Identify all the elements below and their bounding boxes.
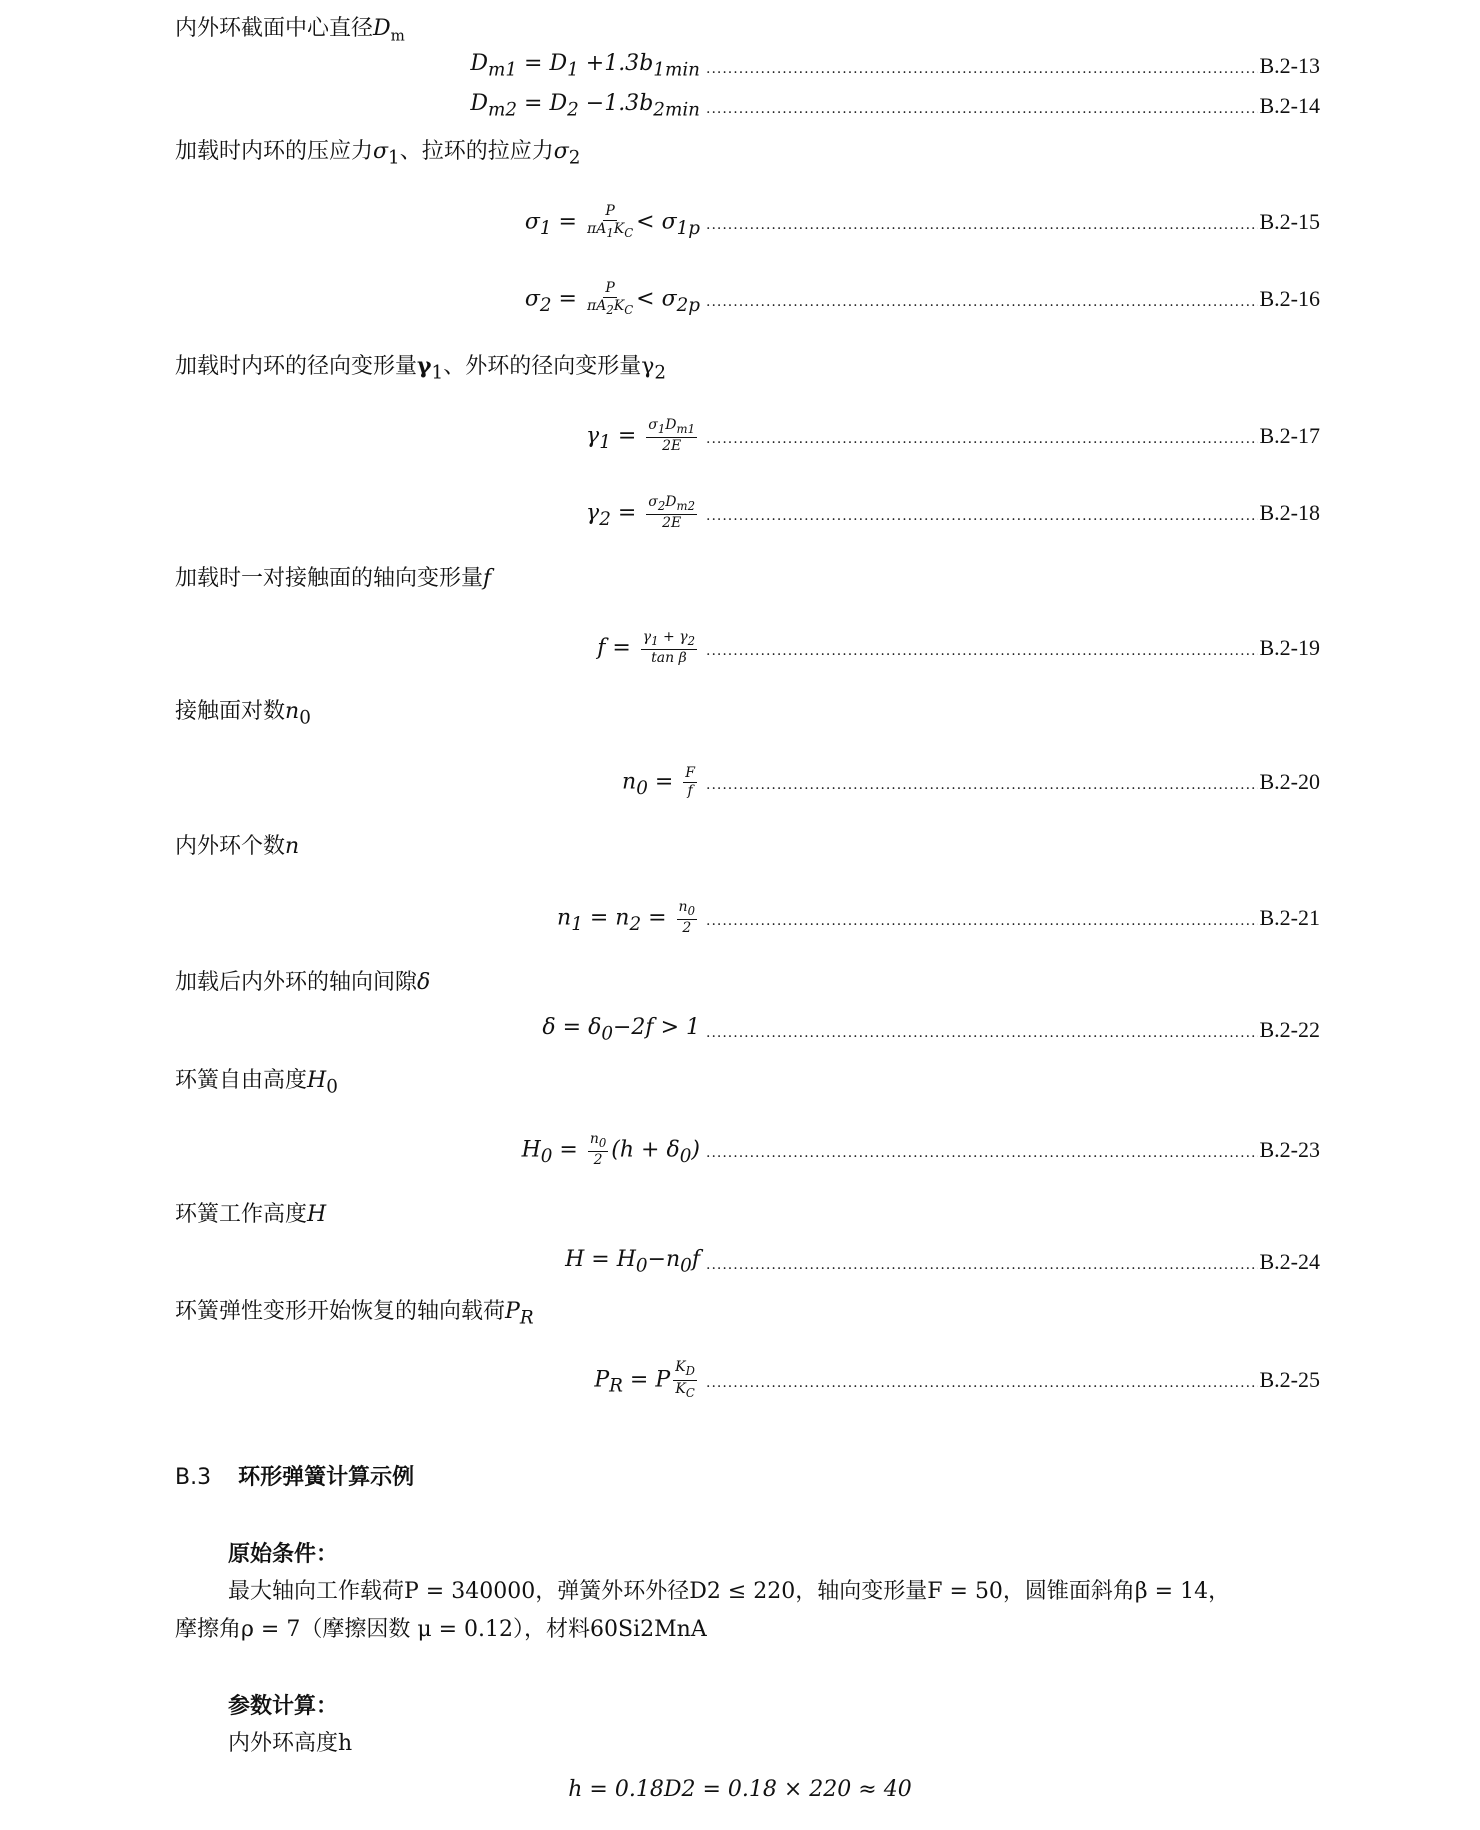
label-dm: 内外环截面中心直径$D_m$ xyxy=(175,16,405,45)
label-f: 加载时一对接触面的轴向变形量f xyxy=(175,566,492,591)
eq-number: B.2-18 xyxy=(1259,500,1320,525)
section-number: B.3 xyxy=(175,1465,212,1490)
equation-b2-25: $P_R = P$ $\frac{K_D}{K_C}$ ..... B.2-25 xyxy=(560,1358,1320,1402)
conditions-line2: 摩擦角ρ = 7（摩擦因数 μ = 0.12），材料60Si2MnA xyxy=(175,1617,707,1642)
conditions-heading: 原始条件： xyxy=(228,1541,339,1567)
params-label: 内外环高度h xyxy=(228,1731,353,1756)
label-gamma: 加载时内环的径向变形量$\gamma_1$、外环的径向变形量$\gamma_2$ xyxy=(175,353,667,384)
eq-number: B.2-14 xyxy=(1259,93,1320,118)
equation-b2-17: $\gamma_1$ = $\frac{\sigma_1D_{m1}}{2E}$ ..... B.2-17 xyxy=(560,414,1320,458)
equation-b2-22: $\delta = \delta_0-2f > 1$ ..... B.2-22 xyxy=(560,1008,1320,1052)
equation-b2-16: $\sigma_2$ = $\frac{P}{\pi A_2K_C}$ < $\sigma_{2p}$ ..... B.2-16 xyxy=(560,277,1320,321)
eq-number: B.2-17 xyxy=(1259,423,1320,448)
equation-b2-18: $\gamma_2$ = $\frac{\sigma_2D_{m2}}{2E}$ ..... B.2-18 xyxy=(560,491,1320,535)
equation-b2-14: $D_{m2} = D_2 -1.3b_{2min}$ ..... B.2-14 xyxy=(560,84,1320,128)
label-h: 环簧工作高度H xyxy=(175,1202,327,1227)
label-sigma: 加载时内环的压应力$\sigma_1$、拉环的拉应力$\sigma_2$ xyxy=(175,139,581,169)
equation-b2-13: $D_{m1} = D_1 +1.3b_{1min}$ ..... B.2-13 xyxy=(560,44,1320,88)
label-pr: 环簧弹性变形开始恢复的轴向载荷$P_R$ xyxy=(175,1299,534,1329)
eq-number: B.2-23 xyxy=(1259,1137,1320,1162)
eq-number: B.2-22 xyxy=(1259,1017,1320,1042)
label-h0: 环簧自由高度$H_0$ xyxy=(175,1068,338,1098)
conditions-line1: 最大轴向工作载荷P = 340000，弹簧外环外径D2 ≤ 220，轴向变形量F = 50，圆锥面斜角β = 14， xyxy=(228,1579,1231,1604)
eq-number: B.2-15 xyxy=(1259,209,1320,234)
eq-number: B.2-21 xyxy=(1259,905,1320,930)
eq-number: B.2-13 xyxy=(1259,53,1320,78)
label-n0: 接触面对数$n_0$ xyxy=(175,699,311,729)
equation-b2-20: $n_0$ = $\frac{F}{f}$ ..... B.2-20 xyxy=(560,760,1320,804)
label-delta: 加载后内外环的轴向间隙δ xyxy=(175,970,431,995)
label-n: 内外环个数n xyxy=(175,834,300,859)
section-heading xyxy=(175,1460,414,1491)
equation-b2-15: $\sigma_1$ = $\frac{P}{\pi A_1K_C}$ < $\sigma_{1p}$ ..... B.2-15 xyxy=(560,200,1320,244)
eq-number: B.2-19 xyxy=(1259,635,1320,660)
equation-b2-23: $H_0$ = $\frac{n_0}{2}$ $(h + \delta_0)$ ..... B.2-23 xyxy=(560,1128,1320,1172)
equation-b2-24: $H = H_0-n_0f$ ..... B.2-24 xyxy=(560,1240,1320,1284)
eq-number: B.2-25 xyxy=(1259,1367,1320,1392)
eq-number: B.2-16 xyxy=(1259,286,1320,311)
params-heading: 参数计算： xyxy=(228,1693,339,1719)
equation-b2-21: $n_1 = n_2$ = $\frac{n_0}{2}$ ..... B.2-21 xyxy=(560,896,1320,940)
section-title: 环形弹簧计算示例 xyxy=(238,1465,415,1490)
params-equation: h = 0.18D2 = 0.18 × 220 ≈ 40 xyxy=(568,1777,912,1802)
eq-number: B.2-20 xyxy=(1259,769,1320,794)
eq-number: B.2-24 xyxy=(1259,1249,1320,1274)
equation-b2-19: f = $\frac{\gamma_1 + \gamma_2}{\text{tan β}}$ ..... B.2-19 xyxy=(560,626,1320,670)
